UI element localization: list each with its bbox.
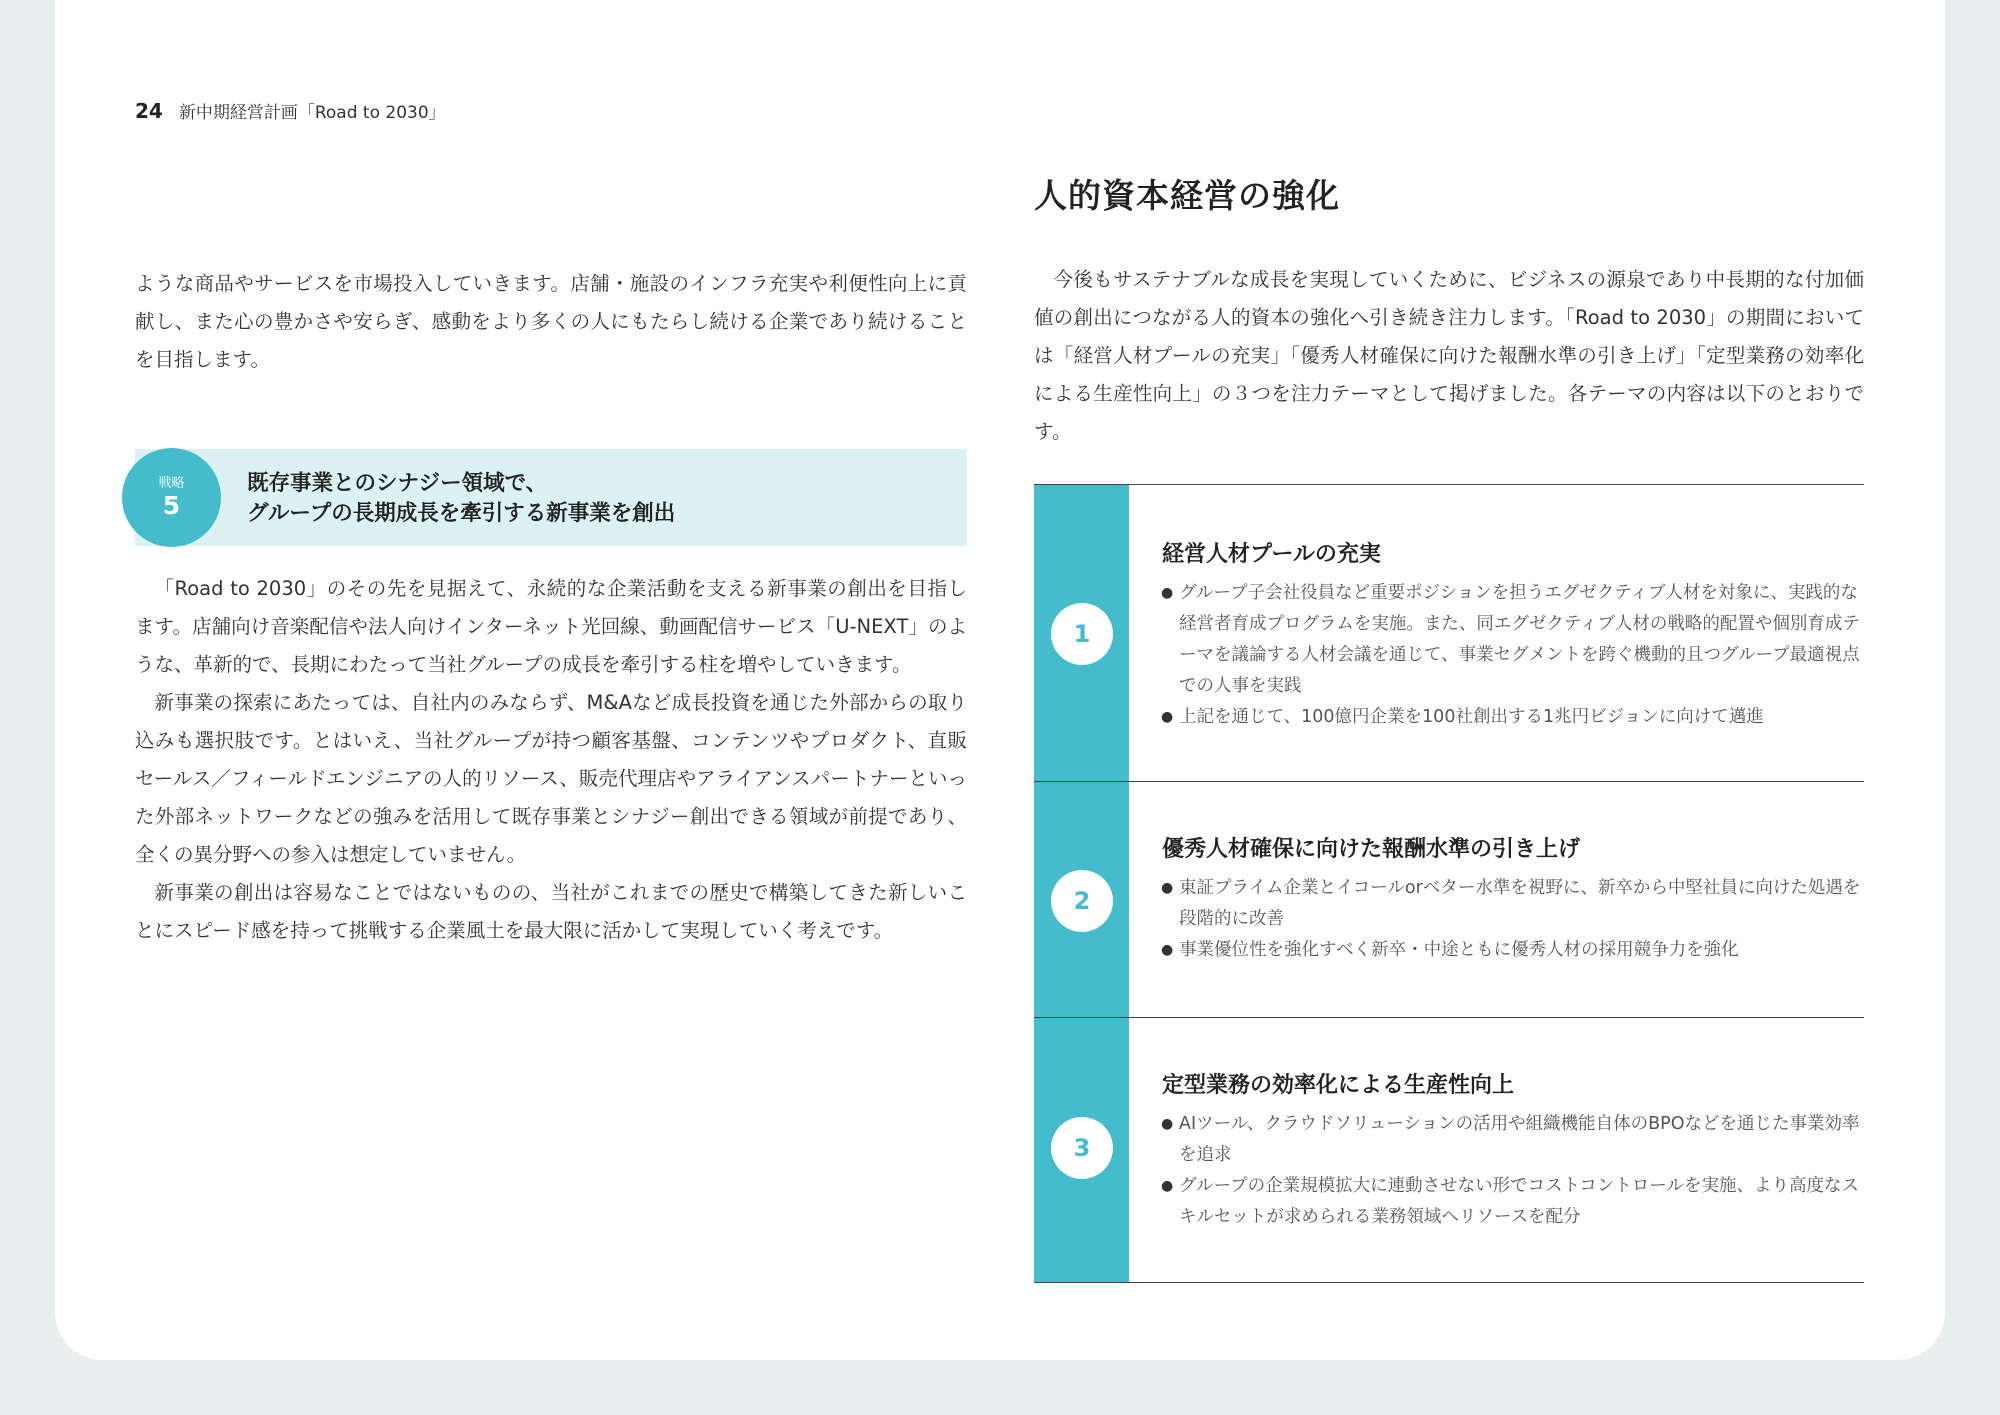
body-paragraph: 「Road to 2030」のその先を見据えて、永続的な企業活動を支える新事業の創出を目指します。店舗向け音楽配信や法人向けインターネット光回線、動画配信サービス「U-NEXT」のような、革新的で、長期にわたって当社グループの成長を牽引する柱を増やしていきます。 [135,577,967,676]
strategy-title [247,469,675,529]
theme-content [1129,1018,1864,1282]
strategy-badge-label: 戦略 [158,475,185,491]
theme-number: 1 [1051,603,1113,665]
theme-title: 定型業務の効率化による生産性向上 [1162,1073,1515,1098]
theme-strip [1034,782,1129,1017]
theme-content [1129,485,1864,781]
right-column [1034,170,1864,451]
strategy-badge-number: 5 [162,490,181,520]
theme-title: 経営人材プールの充実 [1162,542,1381,567]
theme-bullet: ● グループの企業規模拡大に連動させない形でコストコントロールを実施、より高度なスキルセットが求められる業務領域へリソースを配分 [1162,1171,1864,1233]
document-title: 新中期経営計画「Road to 2030」 [178,103,446,123]
theme-number: 3 [1051,1117,1113,1179]
theme-number: 2 [1051,870,1113,932]
intro-paragraph: ような商品やサービスを市場投入していきます。店舗・施設のインフラ充実や利便性向上に貢献し、また心の豊かさや安らぎ、感動をより多くの人にもたらし続ける企業であり続けることを目指します。 [135,272,967,371]
theme-bullets [1162,873,1864,966]
strategy-banner [135,449,967,546]
theme-bullet: ● 事業優位性を強化すべく新卒・中途ともに優秀人材の採用競争力を強化 [1162,935,1864,966]
theme-bullets [1162,1109,1864,1233]
theme-title: 優秀人材確保に向けた報酬水準の引き上げ [1162,837,1581,862]
theme-strip [1034,1018,1129,1282]
theme-bullet: ● 東証プライム企業とイコールorベター水準を視野に、新卒から中堅社員に向けた処遇を段階的に改善 [1162,873,1864,935]
strategy-badge [122,448,221,547]
theme-content [1129,782,1864,1017]
theme-row [1034,782,1864,1018]
theme-row [1034,485,1864,782]
theme-row [1034,1018,1864,1283]
body-paragraph: 新事業の探索にあたっては、自社内のみならず、M&Aなど成長投資を通じた外部からの取り込みも選択肢です。とはいえ、当社グループが持つ顧客基盤、コンテンツやプロダクト、直販セールス／フィールドエンジニアの人的リソース、販売代理店やアライアンスパートナーといった外部ネットワークなどの強みを活用して既存事業とシナジー創出できる領域が前提であり、全くの異分野への参入は想定していません。 [135,691,967,866]
theme-bullet: ● 上記を通じて、100億円企業を100社創出する1兆円ビジョンに向けて邁進 [1162,702,1864,733]
section-heading: 人的資本経営の強化 [1034,176,1340,215]
strategy-title-line: グループの長期成長を牽引する新事業を創出 [247,501,676,526]
themes-table [1034,484,1864,1283]
theme-bullet: ● AIツール、クラウドソリューションの活用や組織機能自体のBPOなどを通じた事業効率を追求 [1162,1109,1864,1171]
theme-bullets [1162,578,1864,733]
running-header [135,98,446,123]
strategy-title-line: 既存事業とのシナジー領域で、 [247,471,548,496]
left-column [135,265,967,950]
strategy-body [135,570,967,950]
section-intro: 今後もサステナブルな成長を実現していくために、ビジネスの源泉であり中長期的な付加価値の創出につながる人的資本の強化へ引き続き注力します。「Road to 2030」の期間においては「経営人材プールの充実」「優秀人材確保に向けた報酬水準の引き上げ」「定型業務の効率化による生産性向上」の３つを注力テーマとして掲げました。各テーマの内容は以下のとおりです。 [1034,268,1864,443]
body-paragraph: 新事業の創出は容易なことではないものの、当社がこれまでの歴史で構築してきた新しいことにスピード感を持って挑戦する企業風土を最大限に活かして実現していく考えです。 [135,881,967,942]
page-number: 24 [135,99,163,123]
theme-bullet: ● グループ子会社役員など重要ポジションを担うエグゼクティブ人材を対象に、実践的な経営者育成プログラムを実施。また、同エグゼクティブ人材の戦略的配置や個別育成テーマを議論する人材会議を通じて、事業セグメントを跨ぐ機動的且つグループ最適視点での人事を実践 [1162,578,1864,702]
theme-strip [1034,485,1129,781]
